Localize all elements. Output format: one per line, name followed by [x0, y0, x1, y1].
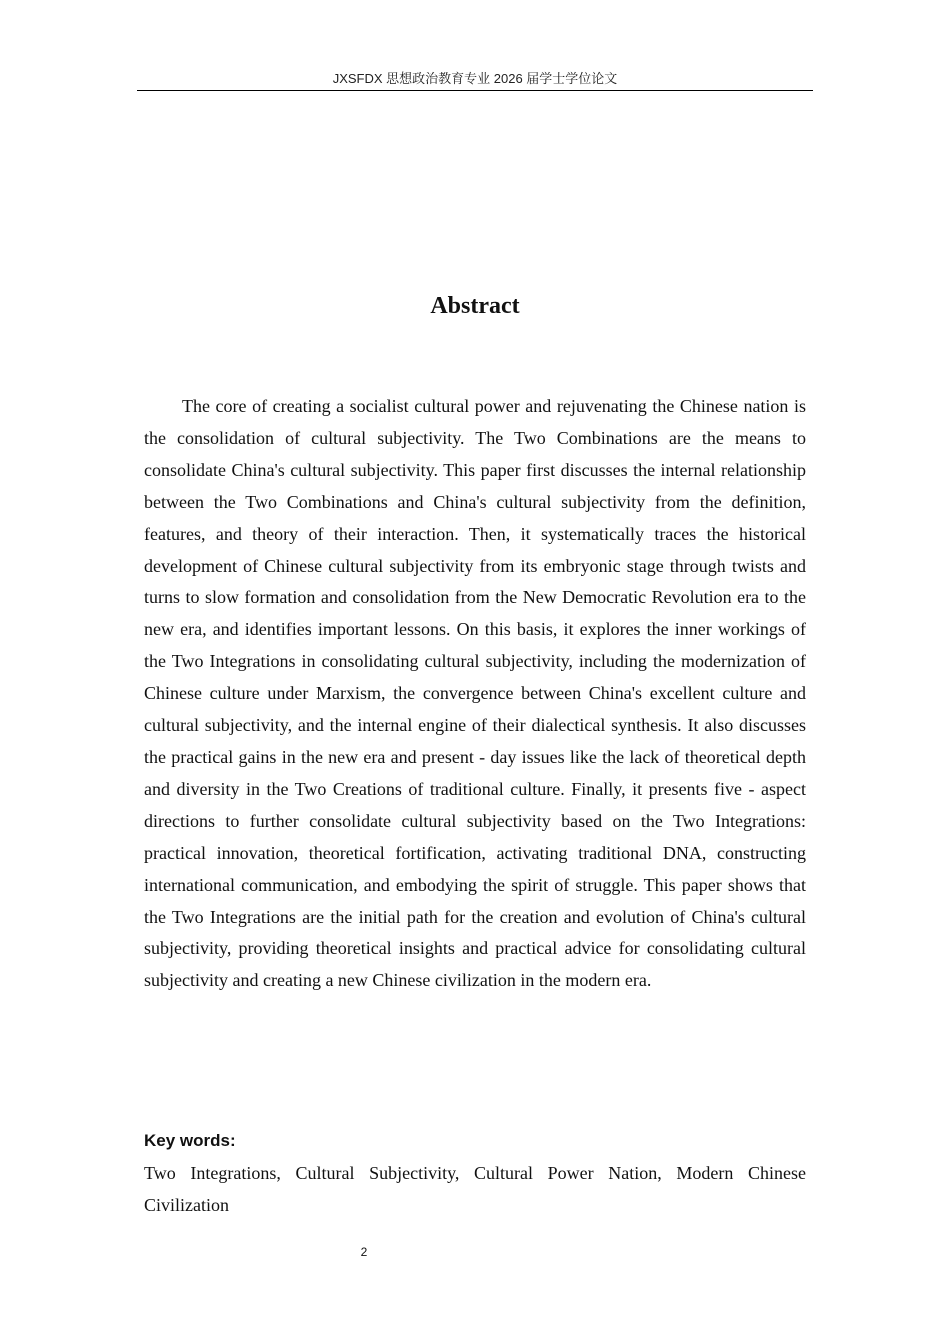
abstract-body: The core of creating a socialist cultural power and rejuvenating the Chinese nation is the consolidation of cultural subjectivity. The Two Combinations are the means to consolidate China's cultural subjectivity. This paper first discusses the internal relationship between the Two Combinations and China's cultural subjectivity from the definition, features, and theory of their interaction. Then, it systematically traces the historical development of Chinese cultural subjectivity from its embryonic stage through twists and turns to slow formation and consolidation from the New Democratic Revolution era to the new era, and identifies important lessons. On this basis, it explores the inner workings of the Two Integrations in consolidating cultural subjectivity, including the modernization of Chinese culture under Marxism, the convergence between China's excellent culture and cultural subjectivity, and the internal engine of their dialectical synthesis. It also discusses the practical gains in the new era and present - day issues like the lack of theoretical depth and diversity in the Two Creations of traditional culture. Finally, it presents five - aspect directions to further consolidate cultural subjectivity based on the Two Integrations: practical innovation, theoretical fortification, activating traditional DNA, constructing international communication, and embodying the spirit of struggle. This paper shows that the Two Integrations are the initial path for the creation and evolution of China's cultural subjectivity, providing theoretical insights and practical advice for consolidating cultural subjectivity and creating a new Chinese civilization in the modern era.: [144, 396, 806, 991]
running-header: JXSFDX 思想政治教育专业 2026 届学士学位论文: [137, 70, 813, 91]
keywords-label: Key words:: [144, 1131, 236, 1150]
page-number: 2: [360, 1245, 368, 1259]
keywords-text: Two Integrations, Cultural Subjectivity, Cultural Power Nation, Modern Chinese Civilization: [144, 1163, 806, 1215]
page-title: Abstract: [430, 293, 520, 319]
